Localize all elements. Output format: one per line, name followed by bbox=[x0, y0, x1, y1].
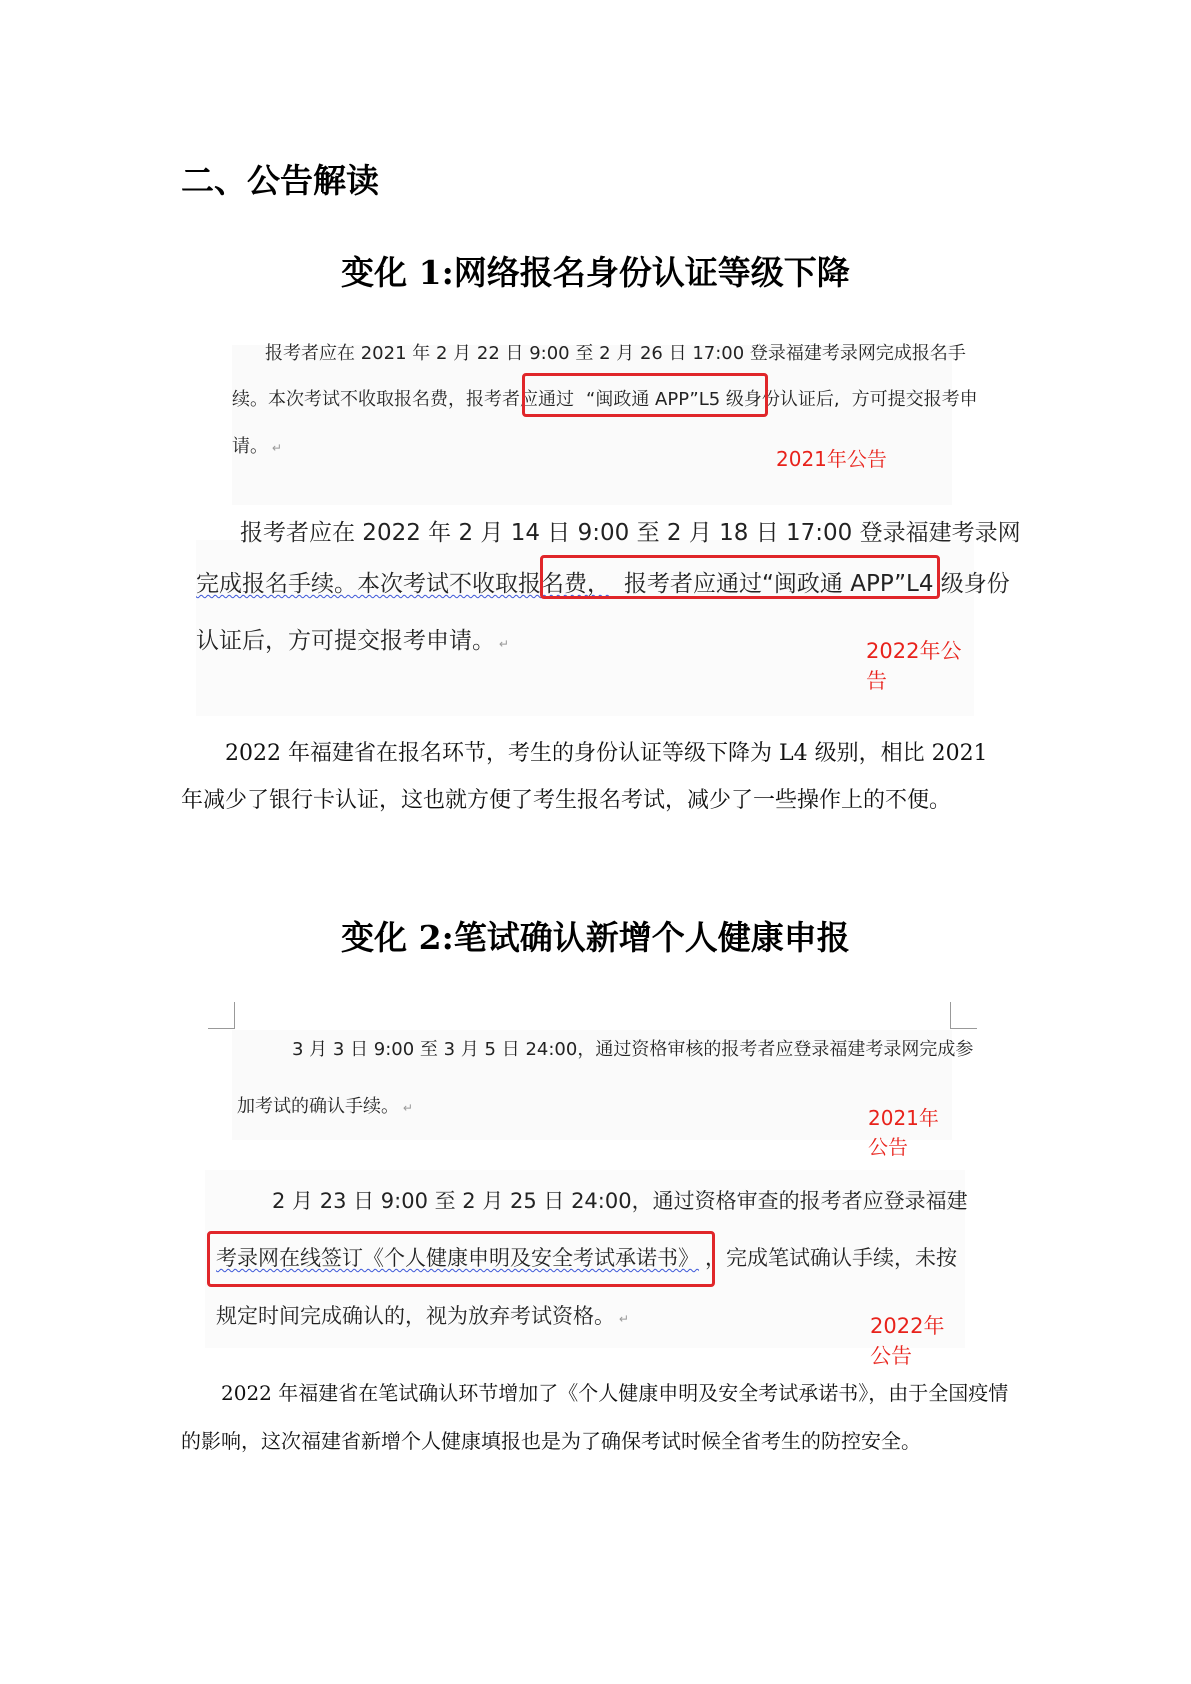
change1-explanation: 2022 年福建省在报名环节，考生的身份认证等级下降为 L4 级别，相比 2021 年减少了银行卡认证，这也就方便了考生报名考试，减少了一些操作上的不便。 bbox=[181, 741, 988, 813]
notice-line: 3 月 3 日 9:00 至 3 月 5 日 24:00，通过资格审核的报考者应登录福建考录网完成参 bbox=[292, 1039, 974, 1060]
notice-line: ，完成笔试确认手续，未按 bbox=[705, 1246, 957, 1270]
notice-line: 认证后，方可提交报考申请。 bbox=[196, 628, 495, 654]
notice-2022-confirmation-screenshot bbox=[205, 1170, 968, 1368]
notice-year-label: 2022年公告 bbox=[870, 1314, 945, 1368]
notice-2021-registration-screenshot bbox=[232, 343, 978, 505]
notice-2021-confirmation-screenshot bbox=[232, 1030, 974, 1159]
notice-line: 报考者应在 2022 年 2 月 14 日 9:00 至 2 月 18 日 17:00 登录福建考录网 bbox=[240, 520, 1021, 546]
notice-line: 报考者应在 2021 年 2 月 22 日 9:00 至 2 月 26 日 17:00 登录福建考录网完成报名手 bbox=[265, 343, 966, 364]
change1-title: 变化 1:网络报名身份认证等级下降 bbox=[341, 253, 850, 292]
notice-year-label: 2021年公告 bbox=[776, 447, 887, 471]
highlighted-text: “闽政通 APP”L5 级身份认证后, bbox=[586, 389, 840, 410]
notice-2022-registration-screenshot bbox=[196, 520, 1021, 716]
notice-line: 完成报名手续。本次考试不收取报名费， bbox=[196, 571, 610, 597]
highlight-box bbox=[540, 555, 940, 599]
change2-title: 变化 2:笔试确认新增个人健康申报 bbox=[341, 918, 850, 957]
highlight-box bbox=[522, 373, 768, 417]
highlighted-text: 报考者应通过“闽政通 APP”L4 级身份 bbox=[624, 571, 1010, 597]
notice-year-label: 2022年公告 bbox=[866, 639, 962, 693]
change2-explanation: 2022 年福建省在笔试确认环节增加了《个人健康申明及安全考试承诺书》，由于全国疫情的影响，这次福建省新增个人健康填报也是为了确保考试时候全省考生的防控安全。 bbox=[181, 1381, 1009, 1453]
notice-line: 请。 bbox=[232, 436, 268, 457]
highlight-box bbox=[207, 1231, 715, 1287]
paragraph-mark-icon: ↵ bbox=[495, 637, 509, 651]
crop-mark bbox=[950, 1002, 977, 1029]
paragraph-mark-icon: ↵ bbox=[268, 441, 282, 455]
paragraph-mark-icon: ↵ bbox=[399, 1101, 413, 1115]
notice-line: 续。本次考试不收取报名费，报考者应通过 bbox=[232, 389, 574, 410]
notice-line: 加考试的确认手续。 bbox=[237, 1096, 399, 1117]
highlighted-text: 考录网在线签订《个人健康申明及安全考试承诺书》 bbox=[216, 1246, 699, 1270]
crop-mark bbox=[208, 1002, 235, 1029]
notice-year-label: 2021年公告 bbox=[868, 1106, 939, 1159]
notice-line: 规定时间完成确认的，视为放弃考试资格。 bbox=[216, 1304, 615, 1328]
notice-line: 方可提交报考申 bbox=[851, 389, 978, 410]
paragraph-mark-icon: ↵ bbox=[615, 1312, 629, 1326]
notice-line: 2 月 23 日 9:00 至 2 月 25 日 24:00，通过资格审查的报考者应登录福建 bbox=[272, 1189, 968, 1213]
section-heading: 二、公告解读 bbox=[181, 161, 379, 200]
